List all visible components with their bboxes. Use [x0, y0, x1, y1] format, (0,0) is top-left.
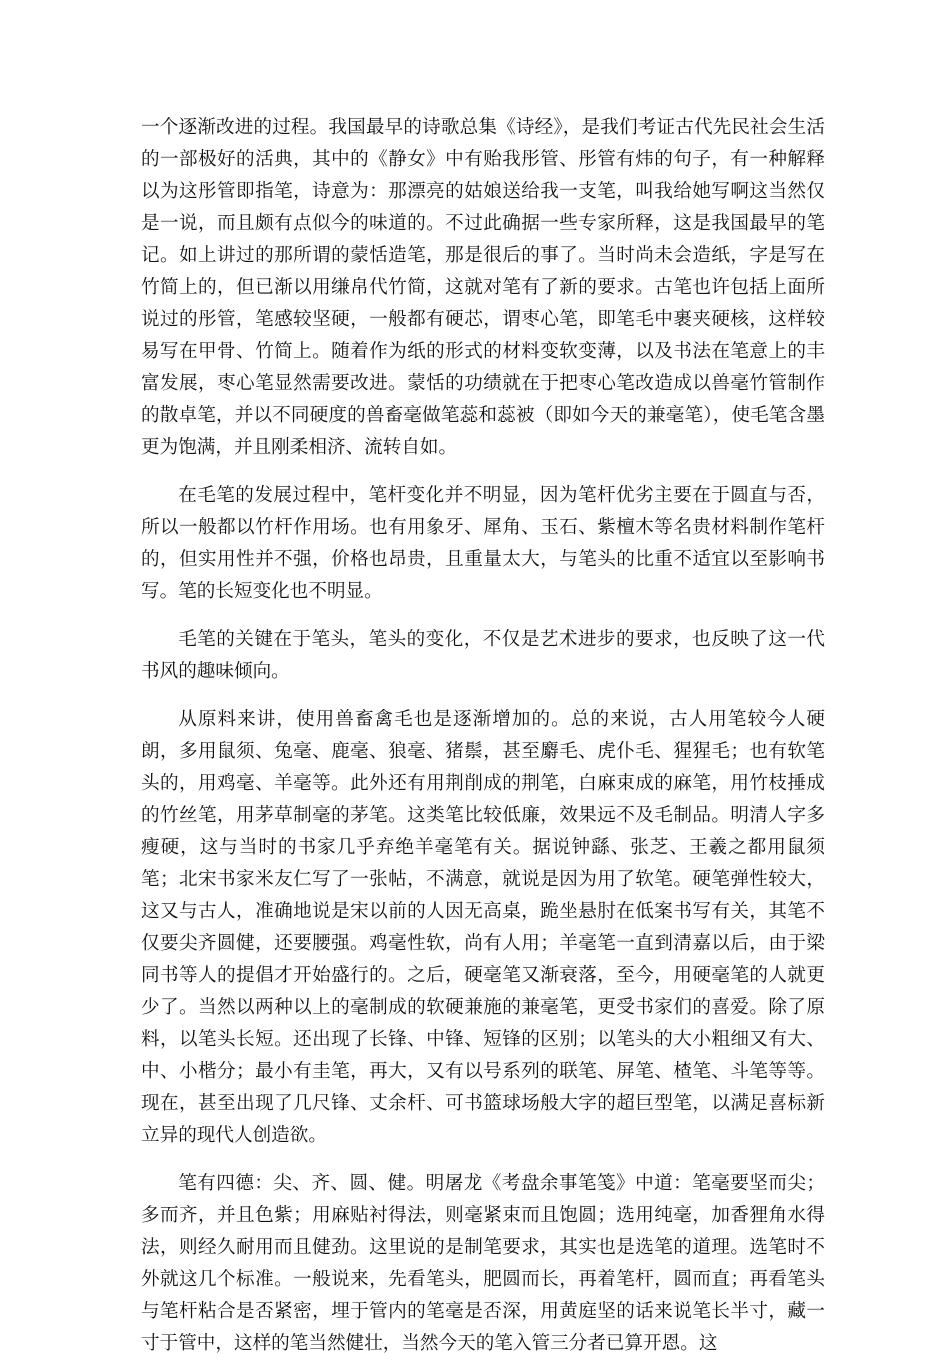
paragraph-gap — [141, 1152, 825, 1168]
paragraph-1: 一个逐渐改进的过程。我国最早的诗歌总集《诗经》，是我们考证古代先民社会生活的一部极好的活典，其中的《静女》中有贻我彤管、彤管有炜的句子，有一种解释以为这彤管即指笔，诗意为：那漂亮的姑娘送给我一支笔，叫我给她写啊这当然仅是一说，而且颇有点似今的味道的。不过此确据一些专家所释，这是我国最早的笔记。如上讲过的那所谓的蒙恬造笔，那是很后的事了。当时尚未会造纸，字是写在竹简上的，但已渐以用缣帛代竹简，这就对笔有了新的要求。古笔也许包括上面所说过的彤管，笔感较坚硬，一般都有硬芯，谓枣心笔，即笔毛中裹夹硬核，这样较易写在甲骨、竹简上。随着作为纸的形式的材料变软变薄，以及书法在笔意上的丰富发展，枣心笔显然需要改进。蒙恬的功绩就在于把枣心笔改造成以兽毫竹管制作的散卓笔，并以不同硬度的兽畜毫做笔蕊和蕊被（即如今天的兼毫笔），使毛笔含墨更为饱满，并且刚柔相济、流转自如。 — [141, 117, 825, 458]
paragraph-gap — [141, 688, 825, 704]
paragraph-4: 从原料来讲，使用兽畜禽毛也是逐渐增加的。总的来说，古人用笔较今人硬朗，多用鼠须、兔毫、鹿毫、狼毫、猪鬃，甚至麝毛、虎仆毛、猩猩毛；也有软笔头的，用鸡毫、羊毫等。此外还有用荆削成的荆笔，白麻束成的麻笔，用竹枝捶成的竹丝笔，用茅草制毫的茅笔。这类笔比较低廉，效果远不及毛制品。明清人字多瘦硬，这与当时的书家几乎弃绝羊毫笔有关。据说钟繇、张芝、王羲之都用鼠须笔；北宋书家米友仁写了一张帖，不满意，就说是因为用了软笔。硬笔弹性较大，这又与古人，准确地说是宋以前的人因无高桌，跪坐悬肘在低案书写有关，其笔不仅要尖齐圆健，还要腰强。鸡毫性软，尚有人用；羊毫笔一直到清嘉以后，由于梁同书等人的提倡才开始盛行的。之后，硬毫笔又渐衰落，至今，用硬毫笔的人就更少了。当然以两种以上的毫制成的软硬兼施的兼毫笔，更受书家们的喜爱。除了原料，以笔头长短。还出现了长锋、中锋、短锋的区别；以笔头的大小粗细又有大、中、小楷分；最小有圭笔，再大，又有以号系列的联笔、屏笔、楂笔、斗笔等等。现在，甚至出现了几尺锋、丈余杆、可书篮球场般大字的超巨型笔，以满足喜标新立异的现代人创造欲。 — [141, 709, 825, 1146]
paragraph-5: 笔有四德：尖、齐、圆、健。明屠龙《考盘余事笔笺》中道：笔毫要坚而尖；多而齐，并且色紫；用麻贴衬得法，则毫紧束而且饱圆；选用纯毫，加香狸角水得法，则经久耐用而且健劲。这里说的是制笔要求，其实也是选笔的道理。选笔时不外就这几个标准。一般说来，先看笔头，肥圆而长，再着笔杆，圆而直；再看笔头与笔杆粘合是否紧密，埋于管内的笔毫是否深，用黄庭坚的话来说笔长半寸，藏一寸于管中，这样的笔当然健壮，当然今天的笔入管三分者已算开恩。这 — [141, 1173, 825, 1354]
paragraph-gap — [141, 464, 825, 480]
paragraph-2: 在毛笔的发展过程中，笔杆变化并不明显，因为笔杆优劣主要在于圆直与否，所以一般都以竹杆作用场。也有用象牙、犀角、玉石、紫檀木等名贵材料制作笔杆的，但实用性并不强，价格也昂贵，且重量太大，与笔头的比重不适宜以至影响书写。笔的长短变化也不明显。 — [141, 485, 825, 602]
document-page — [141, 112, 825, 1360]
paragraph-gap — [141, 608, 825, 624]
paragraph-3: 毛笔的关键在于笔头，笔头的变化，不仅是艺术进步的要求，也反映了这一代书风的趣味倾向。 — [141, 629, 825, 682]
